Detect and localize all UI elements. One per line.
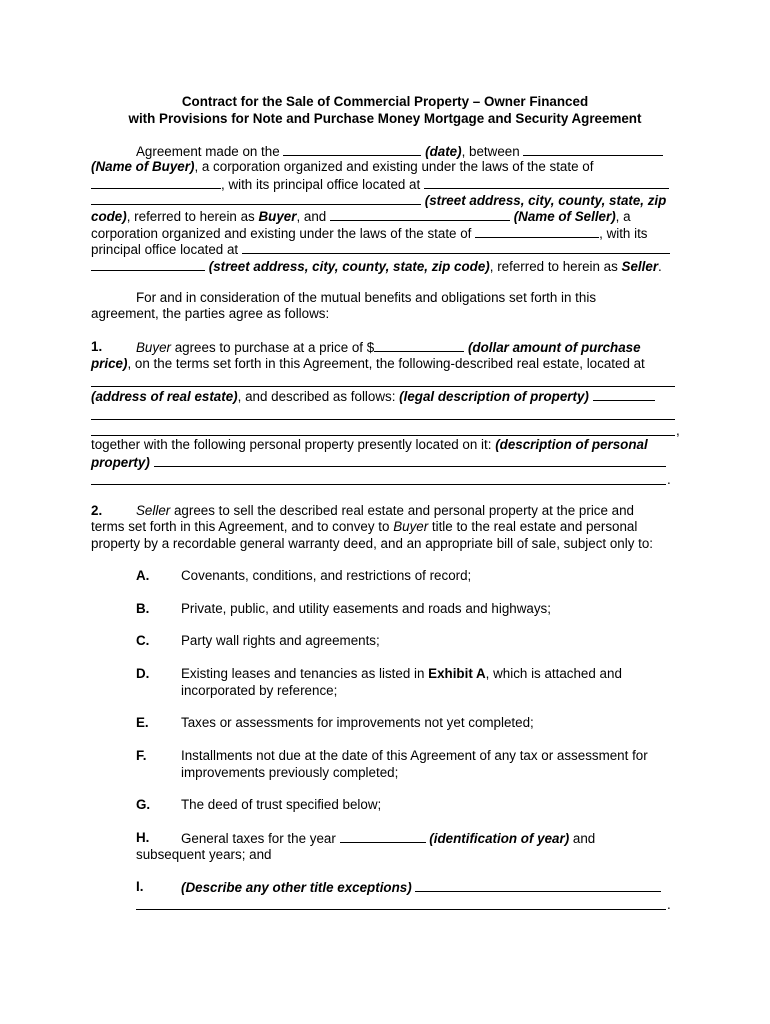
date-blank[interactable] — [283, 143, 421, 156]
item-i-text: (Describe any other title exceptions) — [181, 879, 661, 897]
seller-address-blank-2[interactable] — [91, 258, 205, 271]
item-g-text: The deed of trust specified below; — [181, 797, 382, 812]
item-d-text: Existing leases and tenancies as listed in Exhibit A, which is attached and — [181, 666, 622, 681]
item-d-letter: D. — [136, 666, 150, 681]
section-2-line-1: Seller agrees to sell the described real estate and personal property at the price and — [136, 503, 634, 518]
buyer-state-blank[interactable] — [91, 176, 221, 189]
intro-line-8: (street address, city, county, state, zip code), referred to herein as Seller. — [91, 258, 662, 276]
item-a-text: Covenants, conditions, and restrictions of record; — [181, 568, 472, 583]
year-blank[interactable] — [340, 830, 426, 843]
item-b-text: Private, public, and utility easements and roads and highways; — [181, 601, 551, 616]
seller-name-blank[interactable] — [330, 208, 510, 221]
item-b-letter: B. — [136, 601, 150, 616]
seller-address-blank[interactable] — [242, 241, 670, 254]
item-e-text: Taxes or assessments for improvements not yet completed; — [181, 715, 534, 730]
seller-state-blank[interactable] — [475, 225, 599, 238]
item-h-letter: H. — [136, 830, 150, 845]
section-2-line-2: terms set forth in this Agreement, and to convey to Buyer title to the real estate and personal — [91, 519, 638, 534]
title-exceptions-blank-2[interactable] — [136, 909, 666, 910]
consideration-line-2: agreement, the parties agree as follows: — [91, 306, 330, 321]
item-c-letter: C. — [136, 633, 150, 648]
buyer-address-blank-2[interactable] — [91, 192, 421, 205]
item-e-letter: E. — [136, 715, 149, 730]
dot-2: . — [667, 897, 671, 912]
item-f-letter: F. — [136, 748, 147, 763]
buyer-name-blank[interactable] — [523, 143, 663, 156]
title-exceptions-blank[interactable] — [415, 879, 661, 892]
section-1-line-8: property) — [91, 454, 666, 472]
intro-line-7: principal office located at — [91, 241, 670, 259]
section-1-line-7: together with the following personal property presently located on it: (description of personal — [91, 437, 648, 452]
comma: , — [676, 423, 680, 438]
intro-line-1: Agreement made on the (date), between — [136, 143, 663, 161]
consideration-line-1: For and in consideration of the mutual benefits and obligations set forth in this — [136, 290, 597, 305]
personal-property-blank[interactable] — [154, 454, 666, 467]
legal-desc-blank-2[interactable] — [91, 419, 675, 420]
item-d-text-2: incorporated by reference; — [181, 683, 338, 698]
personal-property-blank-2[interactable] — [91, 484, 666, 485]
intro-line-3: , with its principal office located at — [91, 176, 669, 194]
item-h-text-2: subsequent years; and — [136, 847, 272, 862]
title-line-2: with Provisions for Note and Purchase Money Mortgage and Security Agreement — [128, 111, 642, 126]
section-1-line-1-text: Buyer agrees to purchase at a price of $ (dollar amount of purchase — [136, 340, 641, 355]
item-g-letter: G. — [136, 797, 151, 812]
intro-line-5: code), referred to herein as Buyer, and (Name of Seller), a — [91, 209, 631, 224]
intro-line-6: corporation organized and existing under the laws of the state of , with its — [91, 226, 648, 241]
title-line-1: Contract for the Sale of Commercial Property – Owner Financed — [181, 94, 589, 109]
item-c-text: Party wall rights and agreements; — [181, 633, 380, 648]
section-1-line-2: price), on the terms set forth in this Agreement, the following-described real estate, located at — [91, 356, 645, 371]
intro-line-2: (Name of Buyer), a corporation organized and existing under the laws of the state of — [91, 159, 594, 174]
legal-desc-blank-3[interactable] — [91, 435, 675, 436]
buyer-address-blank[interactable] — [424, 176, 669, 189]
section-2-line-3: property by a recordable general warranty deed, and an appropriate bill of sale, subject only to: — [91, 536, 654, 551]
section-1-line-1: 1. — [91, 339, 103, 354]
section-1-line-4: (address of real estate), and described as follows: (legal description of property) — [91, 388, 655, 406]
intro-line-4: (street address, city, county, state, zip — [91, 192, 666, 210]
real-estate-location-blank[interactable] — [91, 386, 675, 387]
item-a-letter: A. — [136, 568, 150, 583]
item-f-text: Installments not due at the date of this Agreement of any tax or assessment for — [181, 748, 648, 763]
price-blank[interactable] — [374, 339, 464, 352]
item-f-text-2: improvements previously completed; — [181, 765, 399, 780]
legal-desc-blank[interactable] — [593, 388, 655, 401]
section-2-num: 2. — [91, 503, 103, 518]
item-h-text: General taxes for the year (identification of year) and — [181, 831, 596, 846]
dot-1: . — [667, 472, 671, 487]
item-i-letter: I. — [136, 879, 144, 894]
